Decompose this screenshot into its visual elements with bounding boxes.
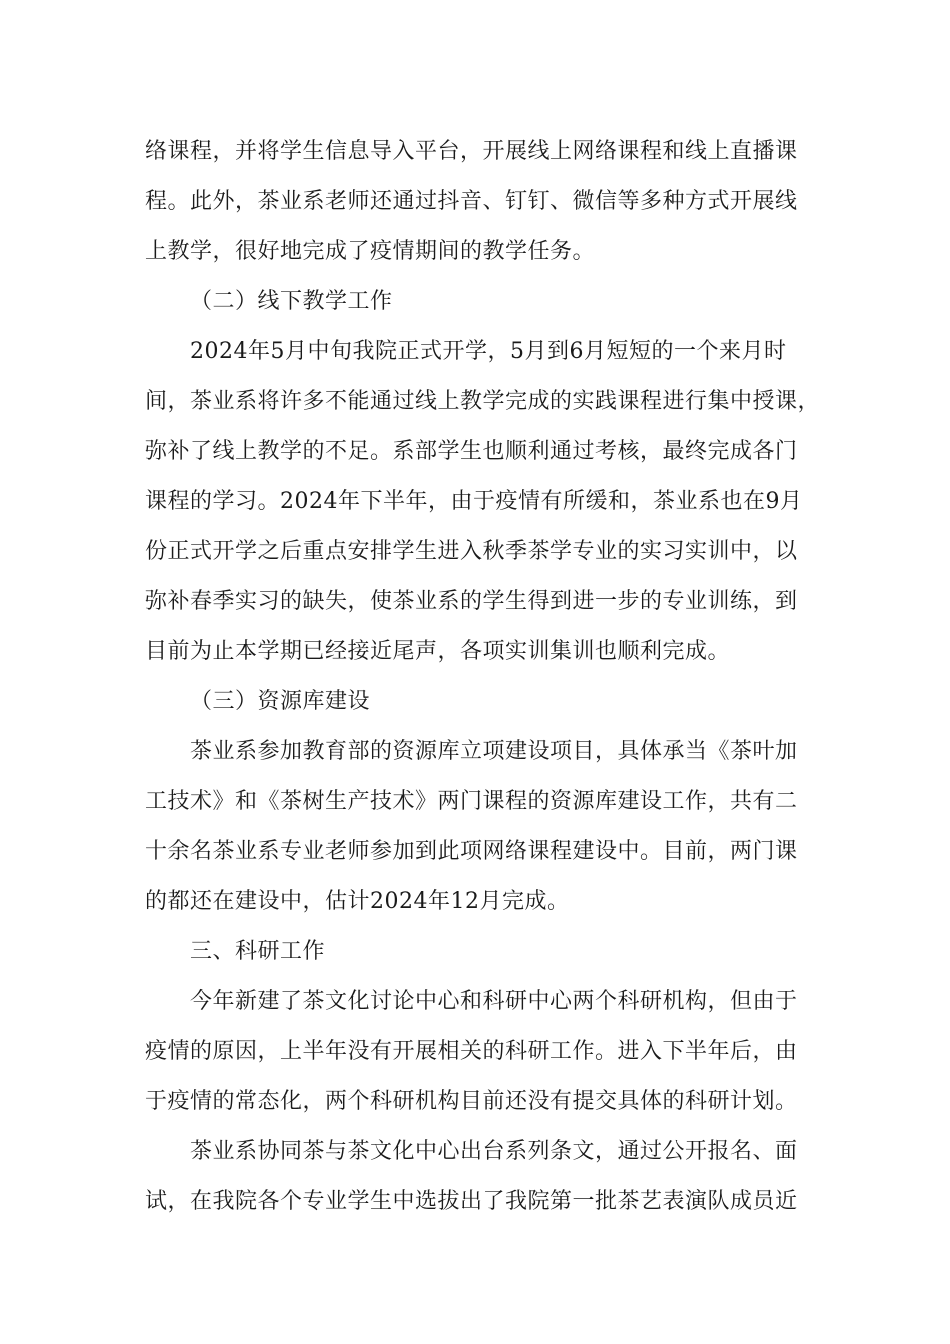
section-heading: （二）线下教学工作 (190, 289, 393, 314)
text-line: 于疫情的常态化，两个科研机构目前还没有提交具体的科研计划。 (145, 1089, 798, 1114)
text-line: 络课程，并将学生信息导入平台，开展线上网络课程和线上直播课 (145, 139, 798, 164)
text-line: 课程的学习。2024年下半年，由于疫情有所缓和，茶业系也在9月 (145, 489, 803, 514)
text-line: 今年新建了茶文化讨论中心和科研中心两个科研机构，但由于 (190, 989, 798, 1014)
text-line: 茶业系协同茶与茶文化中心出台系列条文，通过公开报名、面 (190, 1139, 798, 1164)
text-line: 疫情的原因，上半年没有开展相关的科研工作。进入下半年后，由 (145, 1039, 798, 1064)
text-line: 十余名茶业系专业老师参加到此项网络课程建设中。目前，两门课 (145, 839, 798, 864)
section-heading: 三、科研工作 (190, 939, 326, 964)
text-line: 程。此外，茶业系老师还通过抖音、钉钉、微信等多种方式开展线 (145, 189, 798, 214)
text-line: 试，在我院各个专业学生中选拔出了我院第一批茶艺表演队成员近 (145, 1189, 798, 1214)
text-line: 间，茶业系将许多不能通过线上教学完成的实践课程进行集中授课， (145, 389, 821, 414)
text-line: 工技术》和《茶树生产技术》两门课程的资源库建设工作，共有二 (145, 789, 798, 814)
text-line: 目前为止本学期已经接近尾声，各项实训集训也顺利完成。 (145, 639, 731, 664)
text-line: 2024年5月中旬我院正式开学，5月到6月短短的一个来月时 (190, 339, 787, 364)
text-line: 弥补春季实习的缺失，使茶业系的学生得到进一步的专业训练，到 (145, 589, 798, 614)
text-line: 上教学，很好地完成了疫情期间的教学任务。 (145, 239, 596, 264)
text-line: 份正式开学之后重点安排学生进入秋季茶学专业的实习实训中，以 (145, 539, 798, 564)
text-line: 的都还在建设中，估计2024年12月完成。 (145, 889, 570, 914)
text-line: 茶业系参加教育部的资源库立项建设项目，具体承当《茶叶加 (190, 739, 798, 764)
text-line: 弥补了线上教学的不足。系部学生也顺利通过考核，最终完成各门 (145, 439, 798, 464)
section-heading: （三）资源库建设 (190, 689, 371, 714)
